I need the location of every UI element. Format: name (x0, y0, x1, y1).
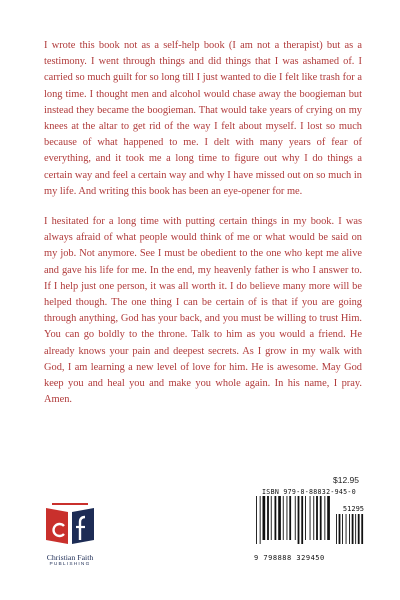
publisher-sub: PUBLISHING (49, 562, 91, 567)
publisher-name: Christian Faith (46, 553, 94, 562)
addon-digits: 51295 (342, 505, 364, 513)
isbn-text: ISBN 979-8-88832-945-0 (262, 488, 356, 496)
blurb-paragraph-1: I wrote this book not as a self-help book (I am not a therapist) but as a testimony. I went through things and did things that I was ashamed of. I carried so much guilt for so long till I just wanted to die I felt like trash for a long time. I thought men and alcohol would chase away the boogieman but instead they became the boogieman. That would take years of crying on my knees at the altar to get rid of the way I felt about myself. I lost so much because of what happened to me. I delt with many years of fear of everything, and it took me a long time to figure out why I do things a certain way and feel a certain way and why I have missed out on so much in my life. And writing this book has been an eye-opener for me. (44, 40, 362, 197)
ean-digits: 9 798888 329450 (254, 554, 325, 562)
publisher-logo (28, 500, 112, 572)
book-cf-logo-icon (40, 500, 100, 546)
price-label: $12.95 (333, 475, 359, 485)
blurb-paragraph-2: I hesitated for a long time with putting certain things in my book. I was always afraid of what people would think of me or what would be said on my job. Not anymore. See I must be obedient to the one who kept me alive and gave his life for me. In the end, my heavenly father is who I answer to. If I help just one person, it was all worth it. I do believe many more will be helped though. The one thing I can be certain of is that if you are going through anything, God has your back, and you must be willing to trust Him. You can go boldly to the throne. Talk to him as you would a friend. He already knows your pain and deepest secrets. As I grow in my walk with God, I am learning a new level of love for him. He is awesome. May God keep you and heal you and make you whole again. In his name, I pray. Amen. (44, 216, 362, 406)
barcode-bars-icon (254, 496, 364, 548)
isbn-barcode (254, 488, 364, 566)
blurb (44, 38, 362, 422)
